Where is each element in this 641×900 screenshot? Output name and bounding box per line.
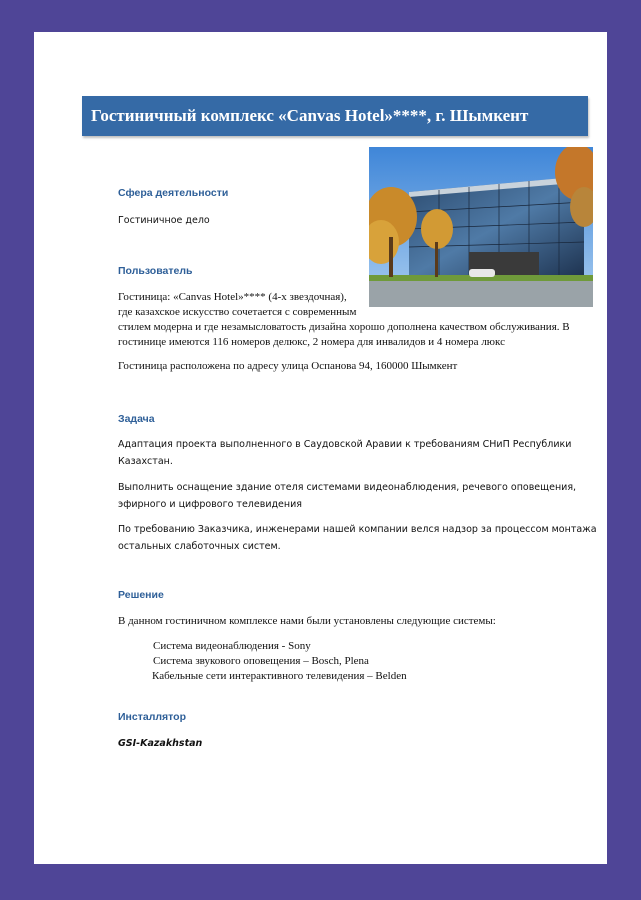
hotel-photo (369, 147, 593, 307)
solution-list-item: Кабельные сети интерактивного телевидения – Belden (152, 670, 407, 682)
section-heading-installer: Инсталлятор (118, 711, 187, 723)
user-text-line: где казахское искусство сочетается с современным (118, 306, 357, 318)
task-text-line: Выполнить оснащение здание отеля системами видеонаблюдения, речевого оповещения, (118, 482, 577, 493)
section-heading-user: Пользователь (118, 265, 193, 277)
task-text-line: По требованию Заказчика, инженерами нашей компании велся надзор за процессом монтажа (118, 524, 597, 535)
activity-text: Гостиничное дело (118, 215, 210, 226)
section-heading-solution: Решение (118, 589, 164, 601)
task-text-line: остальных слаботочных систем. (118, 541, 281, 552)
page-title: Гостиничный комплекс «Canvas Hotel»****, г. Шымкент (82, 96, 588, 136)
solution-list-item: Система звукового оповещения – Bosch, Plena (153, 655, 369, 667)
user-text-line: стилем модерна и где незамысловатость дизайна хорошо дополнена качеством обслуживания. В (118, 321, 570, 333)
installer-name: GSI-Kazakhstan (118, 738, 203, 749)
document-page (34, 32, 607, 864)
task-text-line: Казахстан. (118, 456, 173, 467)
task-text-line: Адаптация проекта выполненного в Саудовской Аравии к требованиям СНиП Республики (118, 439, 572, 450)
user-text-line: Гостиница: «Canvas Hotel»**** (4-х звездочная), (118, 291, 347, 303)
section-heading-activity: Сфера деятельности (118, 187, 229, 199)
task-text-line: эфирного и цифрового телевидения (118, 499, 303, 510)
solution-list-item: Система видеонаблюдения - Sony (153, 640, 311, 652)
solution-intro: В данном гостиничном комплексе нами были установлены следующие системы: (118, 615, 496, 627)
hotel-address: Гостиница расположена по адресу улица Оспанова 94, 160000 Шымкент (118, 360, 458, 372)
user-text-line: гостинице имеются 116 номеров делюкс, 2 номера для инвалидов и 4 номера люкс (118, 336, 505, 348)
section-heading-task: Задача (118, 413, 155, 425)
